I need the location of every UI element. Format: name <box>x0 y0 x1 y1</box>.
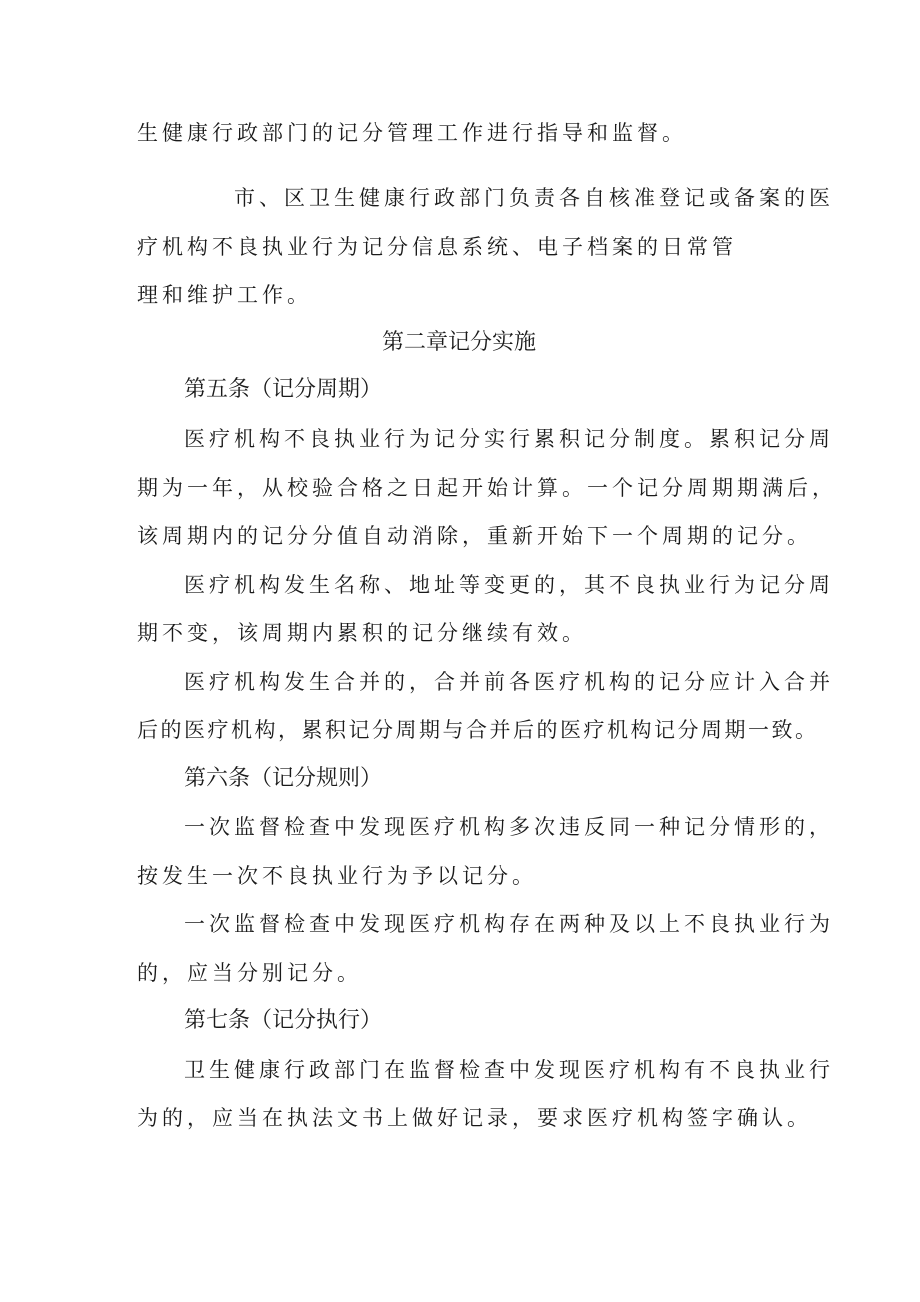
article-5-p2-line-1: 医疗机构发生名称、地址等变更的，其不良执业行为记分周 <box>184 573 834 597</box>
article-6-p1-line-2: 按发生一次不良执业行为予以记分。 <box>137 864 537 888</box>
intro-line-2: 市、区卫生健康行政部门负责各自核准登记或备案的医 <box>234 186 834 210</box>
intro-line-4: 理和维护工作。 <box>137 283 312 307</box>
article-5-p2-line-2: 期不变，该周期内累积的记分继续有效。 <box>137 621 587 645</box>
intro-line-3: 疗机构不良执业行为记分信息系统、电子档案的日常管 <box>137 235 737 259</box>
article-5-title: 第五条（记分周期） <box>184 377 383 402</box>
article-5-p3-line-2: 后的医疗机构，累积记分周期与合并后的医疗机构记分周期一致。 <box>137 718 819 742</box>
article-5-p1-line-3: 该周期内的记分分值自动消除，重新开始下一个周期的记分。 <box>137 524 812 548</box>
article-6-p2-line-2: 的，应当分别记分。 <box>137 961 362 985</box>
article-5-p1-line-1: 医疗机构不良执业行为记分实行累积记分制度。累积记分周 <box>184 427 834 451</box>
intro-line-1: 生健康行政部门的记分管理工作进行指导和监督。 <box>137 121 687 145</box>
article-6-p2-line-1: 一次监督检查中发现医疗机构存在两种及以上不良执业行为 <box>184 912 834 936</box>
article-7-title: 第七条（记分执行） <box>184 1008 383 1033</box>
article-7-p1-line-2: 为的，应当在执法文书上做好记录，要求医疗机构签字确认。 <box>137 1106 812 1130</box>
article-7-p1-line-1: 卫生健康行政部门在监督检查中发现医疗机构有不良执业行 <box>184 1058 834 1082</box>
article-6-p1-line-1: 一次监督检查中发现医疗机构多次违反同一种记分情形的， <box>184 815 834 839</box>
chapter-title: 第二章记分实施 <box>382 330 537 355</box>
article-5-p3-line-1: 医疗机构发生合并的，合并前各医疗机构的记分应计入合并 <box>184 670 834 694</box>
article-5-p1-line-2: 期为一年，从校验合格之日起开始计算。一个记分周期期满后， <box>137 476 837 500</box>
article-6-title: 第六条（记分规则） <box>184 766 383 791</box>
